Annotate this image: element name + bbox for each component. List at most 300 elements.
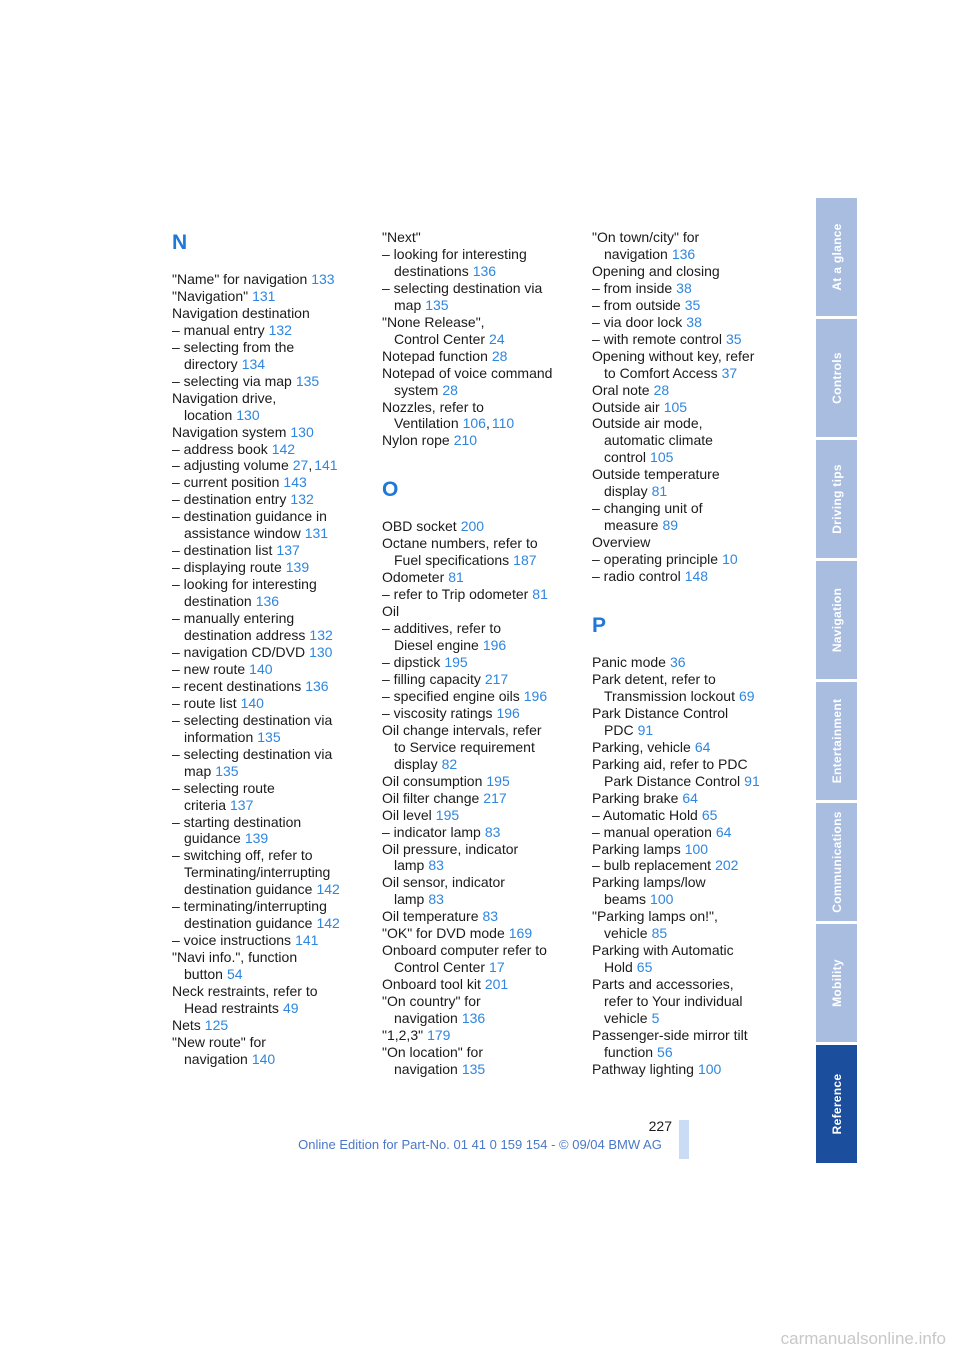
entry-term: "New route" for — [172, 1033, 266, 1050]
page-link[interactable]: 65 — [701, 806, 718, 823]
index-entry — [592, 280, 792, 297]
entry-term: – selecting destination via — [172, 711, 333, 728]
section-letter: O — [382, 478, 399, 502]
index-entry — [172, 390, 372, 424]
index-entry — [382, 229, 582, 246]
index-entry — [172, 474, 372, 491]
entry-continuation: navigation 136 — [394, 1010, 486, 1027]
page-link[interactable]: 28 — [653, 381, 670, 398]
page-link[interactable]: 131 — [252, 287, 276, 304]
entry-term: Oil consumption 195 — [382, 772, 510, 789]
page-link[interactable]: 135 — [461, 1060, 486, 1077]
entry-continuation: function 56 — [604, 1043, 673, 1060]
index-entry — [172, 814, 372, 848]
page-link[interactable]: 169 — [508, 925, 533, 942]
entry-term: – displaying route 139 — [172, 559, 310, 576]
page-link[interactable]: 106 — [462, 415, 486, 432]
page-link[interactable]: 83 — [484, 823, 501, 840]
entry-term: Navigation destination — [172, 304, 310, 321]
index-entry — [382, 874, 582, 908]
index-entry — [172, 712, 372, 746]
entry-term: – voice instructions 141 — [172, 932, 319, 949]
index-entry — [172, 322, 372, 339]
entry-continuation: navigation 135 — [394, 1060, 486, 1077]
chapter-tab-mobility[interactable] — [816, 924, 857, 1042]
chapter-tab-label: At a glance — [829, 223, 844, 291]
page-link[interactable]: 201 — [484, 976, 509, 993]
index-entry — [172, 949, 372, 983]
entry-term: – specified engine oils 196 — [382, 687, 548, 704]
index-entry — [172, 746, 372, 780]
entry-term: – filling capacity 217 — [382, 670, 509, 687]
entry-term: "Parking lamps on!", — [592, 908, 718, 925]
index-entry — [172, 932, 372, 949]
entry-term: – selecting route — [172, 779, 275, 796]
entry-term: "On location" for — [382, 1043, 483, 1060]
index-entry — [172, 305, 372, 322]
page-link[interactable]: 83 — [482, 908, 499, 925]
entry-term: Pathway lighting 100 — [592, 1060, 722, 1077]
page-link[interactable]: 187 — [513, 552, 537, 569]
entry-continuation: system 28 — [394, 381, 458, 398]
page-link[interactable]: 64 — [682, 789, 698, 806]
page-link[interactable]: 135 — [215, 762, 239, 779]
index-entry — [592, 500, 792, 534]
entry-term: – recent destinations 136 — [172, 677, 329, 694]
entry-term: – looking for interesting — [382, 245, 527, 262]
page-link[interactable]: 134 — [241, 355, 266, 372]
entry-term: – selecting destination via — [172, 745, 333, 762]
page-link[interactable]: 179 — [427, 1026, 451, 1043]
entry-term: Outside air 105 — [592, 398, 688, 415]
page-link[interactable]: 132 — [309, 627, 333, 644]
entry-term: Opening and closing — [592, 262, 720, 279]
entry-term: – selecting destination via — [382, 279, 543, 296]
page-link[interactable]: 100 — [697, 1060, 722, 1077]
index-entry — [172, 1034, 372, 1068]
entry-term: – from outside 35 — [592, 296, 701, 313]
entry-continuation: Diesel engine 196 — [394, 637, 507, 654]
entry-continuation: guidance 139 — [184, 830, 269, 847]
entry-continuation: Ventilation 106, 110 — [394, 415, 515, 432]
entry-term: – via door lock 38 — [592, 313, 702, 330]
page-link[interactable]: 142 — [316, 915, 340, 932]
page-link[interactable]: 137 — [230, 796, 254, 813]
entry-term: Notepad of voice command — [382, 364, 553, 381]
index-entry — [172, 983, 372, 1017]
section-letter: N — [172, 231, 188, 254]
entry-continuation: to Service requirement — [394, 738, 535, 755]
index-entry — [382, 908, 582, 925]
page-link[interactable]: 142 — [316, 881, 340, 898]
entry-continuation: measure 89 — [604, 517, 679, 534]
entry-continuation: Hold 65 — [604, 959, 653, 976]
page-link[interactable]: 81 — [651, 483, 668, 500]
page-link[interactable]: 89 — [662, 517, 679, 534]
chapter-tab-label: Entertainment — [829, 698, 844, 784]
index-entry — [382, 518, 582, 535]
page-link[interactable]: 139 — [244, 830, 269, 847]
page-link[interactable]: 195 — [444, 654, 468, 671]
entry-term: Oral note 28 — [592, 381, 670, 398]
page-link[interactable]: 35 — [684, 296, 701, 313]
index-entry — [592, 348, 792, 382]
entry-continuation: control 105 — [604, 449, 674, 466]
page-link[interactable]: 210 — [453, 432, 478, 449]
index-entry — [172, 644, 372, 661]
section-gap — [382, 449, 582, 476]
index-entry — [592, 466, 792, 500]
entry-term: – radio control 148 — [592, 568, 709, 585]
entry-term: – starting destination — [172, 813, 302, 830]
page-link[interactable]: 37 — [721, 364, 738, 381]
index-entry — [172, 1017, 372, 1034]
entry-term: – destination entry 132 — [172, 491, 314, 508]
entry-term: – destination list 137 — [172, 542, 300, 559]
index-entry — [592, 1061, 792, 1078]
entry-continuation: assistance window 131 — [184, 525, 329, 542]
index-entry — [382, 790, 582, 807]
chapter-tab-label: Controls — [829, 352, 844, 404]
index-entry — [592, 908, 792, 942]
index-entry — [592, 807, 792, 824]
index-entry — [382, 671, 582, 688]
page-link[interactable]: 139 — [285, 559, 310, 576]
entry-term: Opening without key, refer — [592, 347, 755, 364]
page-link[interactable]: 10 — [722, 551, 738, 568]
footer-edition-note: Online Edition for Part-No. 01 41 0 159 154 - © 09/04 BMW AG — [298, 1137, 662, 1152]
entry-term: Passenger-side mirror tilt — [592, 1026, 748, 1043]
index-entry — [382, 722, 582, 773]
entry-term: – operating principle 10 — [592, 551, 738, 568]
entry-term: Oil filter change 217 — [382, 789, 507, 806]
page-link[interactable]: 38 — [686, 313, 702, 330]
entry-term: Neck restraints, refer to — [172, 983, 318, 1000]
chapter-tab-label: Reference — [829, 1073, 844, 1135]
entry-continuation: destination 136 — [184, 593, 280, 610]
page-link[interactable]: 91 — [637, 721, 654, 738]
page-link[interactable]: 54 — [226, 966, 243, 983]
entry-continuation: Head restraints 49 — [184, 999, 299, 1016]
index-entry — [172, 695, 372, 712]
page-link[interactable]: 100 — [684, 840, 709, 857]
page-link[interactable]: 141 — [314, 457, 338, 474]
page-link[interactable]: 81 — [448, 569, 464, 586]
index-entry — [382, 773, 582, 790]
page-link[interactable]: 83 — [428, 891, 444, 908]
entry-term: Navigation system 130 — [172, 423, 314, 440]
page-link[interactable]: 130 — [309, 643, 333, 660]
index-column-1 — [172, 229, 372, 1068]
page-link[interactable]: 131 — [304, 525, 329, 542]
index-entry — [592, 534, 792, 551]
page-link[interactable]: 130 — [236, 406, 260, 423]
index-entry — [592, 790, 792, 807]
page-link[interactable]: 136 — [461, 1010, 486, 1027]
index-entry — [382, 620, 582, 654]
entry-term: Parking lamps/low — [592, 874, 706, 891]
index-entry — [172, 542, 372, 559]
index-entry — [592, 756, 792, 790]
index-entry — [172, 559, 372, 576]
entry-continuation: to Comfort Access 37 — [604, 364, 738, 381]
section-gap — [592, 585, 792, 612]
page-link[interactable]: 83 — [428, 857, 444, 874]
page-link[interactable]: 85 — [651, 925, 668, 942]
entry-term: – manually entering — [172, 610, 295, 627]
index-entry — [382, 654, 582, 671]
page-link[interactable]: 135 — [425, 296, 449, 313]
entry-continuation: vehicle 85 — [604, 925, 668, 942]
page-link[interactable]: 141 — [295, 932, 319, 949]
entry-term: – additives, refer to — [382, 620, 502, 637]
index-column-2 — [382, 229, 582, 1078]
page-link[interactable]: 100 — [650, 891, 674, 908]
chapter-tab-navigation[interactable] — [816, 561, 857, 679]
entry-term: – Automatic Hold 65 — [592, 806, 718, 823]
page-link[interactable]: 143 — [283, 474, 307, 491]
chapter-tab-label: Navigation — [829, 587, 844, 653]
section-letter: P — [592, 614, 607, 638]
entry-term: – route list 140 — [172, 694, 264, 711]
page-link[interactable]: 140 — [240, 694, 264, 711]
entry-continuation: information 135 — [184, 728, 281, 745]
page-link[interactable]: 91 — [744, 772, 760, 789]
entry-term: Oil pressure, indicator — [382, 840, 519, 857]
index-entry — [592, 263, 792, 280]
entry-term: – switching off, refer to — [172, 847, 313, 864]
page-link[interactable]: 136 — [305, 677, 329, 694]
index-entry — [592, 1027, 792, 1061]
entry-term: – terminating/interrupting — [172, 898, 327, 915]
page-link[interactable]: 200 — [460, 518, 485, 535]
index-entry — [592, 841, 792, 858]
index-entry — [382, 925, 582, 942]
entry-term: – address book 142 — [172, 440, 296, 457]
page-link[interactable]: 105 — [650, 449, 674, 466]
entry-term: Park Distance Control — [592, 704, 729, 721]
page-link[interactable]: 135 — [257, 728, 281, 745]
entry-term: Oil level 195 — [382, 806, 460, 823]
index-entry — [382, 432, 582, 449]
index-entry — [172, 491, 372, 508]
page-separator: , — [308, 457, 313, 474]
entry-term: Onboard tool kit 201 — [382, 976, 509, 993]
index-entry — [172, 780, 372, 814]
page-link[interactable]: 69 — [738, 687, 755, 704]
page-link[interactable]: 196 — [482, 637, 507, 654]
index-entry — [382, 688, 582, 705]
page-link[interactable]: 136 — [255, 593, 280, 610]
index-entry — [592, 942, 792, 976]
chapter-tab-communications[interactable] — [816, 803, 857, 921]
entry-term: "Next" — [382, 229, 421, 245]
index-entry — [592, 654, 792, 671]
index-entry — [592, 229, 792, 263]
entry-term: "On town/city" for — [592, 229, 700, 245]
entry-term: – from inside 38 — [592, 279, 692, 296]
index-entry — [172, 847, 372, 898]
index-entry — [382, 365, 582, 399]
index-entry — [172, 457, 372, 474]
entry-term: – refer to Trip odometer 81 — [382, 586, 548, 603]
page-link[interactable]: 132 — [290, 491, 314, 508]
index-entry — [382, 603, 582, 620]
index-entry — [172, 288, 372, 305]
entry-continuation: display 82 — [394, 755, 458, 772]
page-link[interactable]: 110 — [491, 415, 515, 432]
index-entry — [382, 280, 582, 314]
entry-term: – indicator lamp 83 — [382, 823, 501, 840]
index-entry — [172, 424, 372, 441]
entry-term: Octane numbers, refer to — [382, 535, 538, 552]
entry-term: "None Release", — [382, 313, 485, 330]
page-link[interactable]: 82 — [441, 755, 458, 772]
index-entry — [382, 399, 582, 433]
entry-continuation: Control Center 24 — [394, 330, 505, 347]
entry-continuation: Transmission lockout 69 — [604, 687, 755, 704]
entry-term: – dipstick 195 — [382, 654, 468, 671]
index-entry — [382, 705, 582, 722]
index-entry — [592, 297, 792, 314]
entry-term: – adjusting volume 27, 141 — [172, 457, 338, 474]
index-entry — [382, 535, 582, 569]
entry-continuation: destination guidance 142 — [184, 881, 340, 898]
page-link[interactable]: 81 — [532, 586, 548, 603]
page-link[interactable]: 49 — [282, 999, 299, 1016]
page-link[interactable]: 130 — [290, 423, 314, 440]
index-entry — [172, 898, 372, 932]
page-link[interactable]: 136 — [472, 262, 497, 279]
page-link[interactable]: 28 — [491, 347, 508, 364]
page-link[interactable]: 64 — [694, 738, 711, 755]
page-link[interactable]: 195 — [435, 806, 460, 823]
entry-term: Notepad function 28 — [382, 347, 508, 364]
page-link[interactable]: 148 — [684, 568, 709, 585]
index-entry — [592, 705, 792, 739]
index-entry — [172, 508, 372, 542]
entry-term: Outside air mode, — [592, 415, 703, 432]
entry-continuation: Park Distance Control 91 — [604, 772, 760, 789]
entry-continuation: location 130 — [184, 406, 260, 423]
page-link[interactable]: 217 — [483, 789, 507, 806]
page-link[interactable]: 137 — [276, 542, 300, 559]
entry-term: "OK" for DVD mode 169 — [382, 925, 533, 942]
entry-term: Parking lamps 100 — [592, 840, 709, 857]
page-link[interactable]: 140 — [251, 1050, 276, 1067]
chapter-tab-driving-tips[interactable] — [816, 440, 857, 558]
page-link[interactable]: 56 — [657, 1043, 673, 1060]
entry-term: "On country" for — [382, 993, 481, 1010]
index-entry — [382, 824, 582, 841]
entry-continuation: lamp 83 — [394, 891, 444, 908]
index-entry — [382, 942, 582, 976]
entry-continuation: Terminating/interrupting — [184, 864, 331, 881]
index-entry — [592, 568, 792, 585]
page-link[interactable]: 64 — [715, 823, 732, 840]
index-entry — [382, 993, 582, 1027]
page-link[interactable]: 196 — [523, 687, 548, 704]
index-entry — [592, 739, 792, 756]
entry-continuation: navigation 136 — [604, 245, 696, 262]
chapter-tab-at-a-glance[interactable] — [816, 198, 857, 316]
page-link[interactable]: 196 — [496, 704, 520, 721]
index-entry — [382, 807, 582, 824]
page-link[interactable]: 65 — [636, 959, 653, 976]
index-entry — [382, 246, 582, 280]
chapter-tab-label: Mobility — [829, 959, 844, 1007]
page-link[interactable]: 217 — [484, 670, 509, 687]
page-link[interactable]: 28 — [442, 381, 458, 398]
entry-term: "Navigation" 131 — [172, 287, 276, 304]
entry-term: "1,2,3" 179 — [382, 1026, 451, 1043]
entry-term: – manual operation 64 — [592, 823, 732, 840]
page-link[interactable]: 27 — [292, 457, 309, 474]
index-entry — [382, 569, 582, 586]
page-separator: , — [485, 415, 490, 432]
entry-continuation: destination guidance 142 — [184, 915, 340, 932]
entry-continuation: automatic climate — [604, 432, 713, 449]
entry-term: – new route 140 — [172, 660, 273, 677]
page-link[interactable]: 17 — [489, 959, 505, 976]
entry-term: Park detent, refer to — [592, 670, 716, 687]
page-link[interactable]: 36 — [669, 654, 686, 671]
chapter-tabs — [816, 198, 857, 1166]
page-link[interactable]: 195 — [486, 772, 510, 789]
page-link[interactable]: 105 — [663, 398, 688, 415]
entry-continuation: refer to Your individual — [604, 993, 743, 1010]
index-entry — [172, 339, 372, 373]
page-link[interactable]: 5 — [651, 1010, 660, 1027]
entry-term: Oil sensor, indicator — [382, 874, 505, 891]
entry-term: Overview — [592, 534, 651, 551]
page-link[interactable]: 38 — [676, 279, 692, 296]
page-link[interactable]: 136 — [671, 245, 696, 262]
index-entry — [592, 976, 792, 1027]
entry-term: Navigation drive, — [172, 389, 277, 406]
index-entry — [172, 610, 372, 644]
entry-continuation: Control Center 17 — [394, 959, 505, 976]
index-entry — [382, 1044, 582, 1078]
index-entry — [592, 399, 792, 416]
chapter-tab-controls[interactable] — [816, 319, 857, 437]
entry-continuation: map 135 — [184, 762, 239, 779]
page-link[interactable]: 142 — [271, 440, 296, 457]
page-link[interactable]: 140 — [249, 660, 273, 677]
page-link[interactable]: 125 — [204, 1016, 229, 1033]
entry-term: – navigation CD/DVD 130 — [172, 643, 333, 660]
page-link[interactable]: 24 — [489, 330, 505, 347]
entry-continuation: Fuel specifications 187 — [394, 552, 537, 569]
page-link[interactable]: 132 — [268, 321, 292, 338]
entry-continuation: navigation 140 — [184, 1050, 276, 1067]
entry-term: Oil temperature 83 — [382, 908, 499, 925]
index-entry — [592, 415, 792, 466]
page-link[interactable]: 35 — [725, 330, 742, 347]
entry-term: Nylon rope 210 — [382, 432, 478, 449]
page-link[interactable]: 202 — [715, 857, 739, 874]
entry-term: Outside temperature — [592, 466, 720, 483]
entry-term: – viscosity ratings 196 — [382, 704, 520, 721]
entry-term: Oil change intervals, refer — [382, 721, 542, 738]
index-entry — [592, 857, 792, 874]
page-link[interactable]: 135 — [295, 372, 320, 389]
chapter-tab-entertainment[interactable] — [816, 682, 857, 800]
entry-continuation: directory 134 — [184, 355, 266, 372]
entry-term: Odometer 81 — [382, 569, 464, 586]
index-entry — [382, 586, 582, 603]
page-link[interactable]: 133 — [311, 271, 335, 287]
